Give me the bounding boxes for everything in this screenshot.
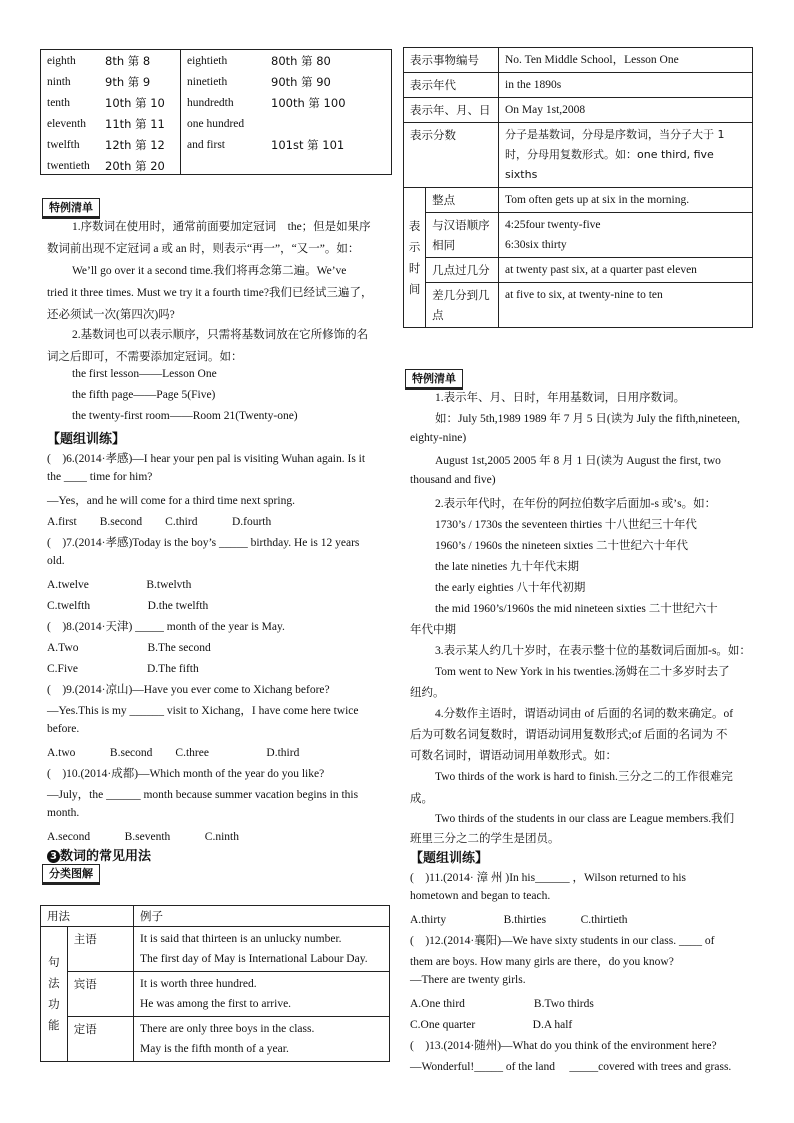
note-2-line-b: 词之后即可，不需要添加定冠词。如：: [47, 351, 243, 363]
section-3-heading: [47, 845, 151, 864]
ordinal-word: tenth: [47, 97, 70, 109]
expr-value: 分子是基数词，分母是序数词，当分子大于 1 时，分母用复数形式。如：one third, five sixths: [499, 123, 753, 188]
grammar-note-line: 1730’s / 1730s the seventeen thirties 十八世纪三十年代: [435, 519, 697, 531]
ordinal-row: [187, 51, 381, 72]
note-1-line-a: 1.序数词在使用时，通常前面要加定冠词 the；但是如果序: [72, 221, 371, 233]
question-line: ( )12.(2014·襄阳)—We have sixty students in our class. ____ of: [410, 935, 715, 947]
expr-value: No. Ten Middle School，Lesson One: [499, 48, 753, 73]
question-line: them are boys. How many girls are there，do you know?: [410, 956, 674, 968]
training-title-left: 【题组训练】: [47, 432, 126, 447]
question-line: ( )9.(2014·凉山)—Have you ever come to Xichang before?: [47, 684, 330, 696]
grammar-note-line: the early eighties 八十年代初期: [435, 582, 586, 594]
question-line: —Wonderful!_____ of the land _____covered with trees and grass.: [410, 1061, 732, 1073]
ordinal-right-list: [187, 51, 381, 156]
ordinal-abbrev: 11th 第 11: [105, 117, 165, 131]
expr-time-value: at five to six, at twenty-nine to ten: [499, 283, 753, 328]
usage-role-object: 宾语: [67, 972, 133, 1017]
question-line: A.twelve B.twelvth: [47, 579, 192, 591]
usage-example: May is the fifth month of a year.: [140, 1043, 289, 1055]
expr-time-label: 几点过几分: [426, 258, 499, 283]
question-line: ( )8.(2014·天津) _____ month of the year is May.: [47, 621, 285, 633]
question-line: A.two B.second C.three D.third: [47, 747, 300, 759]
ordinal-row: [47, 51, 181, 72]
question-line: ( )7.(2014·孝感)Today is the boy’s _____ birthday. He is 12 years: [47, 537, 360, 549]
usage-role-subject: 主语: [67, 927, 133, 972]
question-line: ( )6.(2014·孝感)—I hear your pen pal is visiting Wuhan again. Is it: [47, 453, 366, 465]
special-list-tag-2: 特例清单: [405, 369, 463, 390]
ordinal-row: [187, 135, 381, 156]
question-line: month.: [47, 807, 80, 819]
expr-label: 表示分数: [404, 123, 499, 188]
ordinal-word: and first: [187, 139, 226, 151]
grammar-note-line: eighty-nine): [410, 432, 467, 444]
grammar-note-line: Two thirds of the students in our class are League members.我们: [435, 813, 735, 825]
usage-example: The first day of May is International Labour Day.: [140, 953, 368, 965]
category-diagram-tag: 分类图解: [42, 864, 100, 885]
question-line: —July，the ______ month because summer vacation begins in this: [47, 789, 359, 801]
grammar-note-line: 年代中期: [410, 624, 456, 636]
grammar-note-line: 1.表示年、月、日时，年用基数词，日用序数词。: [435, 392, 686, 404]
ordinal-left-list: [47, 51, 181, 177]
ordinal-abbrev: 80th 第 80: [271, 54, 331, 68]
grammar-note-line: Tom went to New York in his twenties.汤姆在二十多岁时去了: [435, 666, 730, 678]
example-1-line-c: 还必须试一次(第四次)吗?: [47, 309, 175, 321]
grammar-note-line: the late nineties 九十年代末期: [435, 561, 580, 573]
expr-time-value: at twenty past six, at a quarter past eleven: [499, 258, 753, 283]
ordinal-abbrev: 9th 第 9: [105, 75, 151, 89]
expr-value: On May 1st,2008: [499, 98, 753, 123]
question-line: A.thirty B.thirties C.thirtieth: [410, 914, 628, 926]
training-title-right: 【题组训练】: [410, 851, 489, 866]
note-2-line-a: 2.基数词也可以表示顺序，只需将基数词放在它所修饰的名: [72, 329, 369, 341]
example-2-line-a: the first lesson——Lesson One: [72, 368, 217, 380]
question-line: ( )10.(2014·成都)—Which month of the year do you like?: [47, 768, 325, 780]
ordinal-word: twelfth: [47, 139, 80, 151]
ordinal-row: [47, 135, 181, 156]
question-line: C.twelfth D.the twelfth: [47, 600, 209, 612]
expr-time-label: 差几分到几点: [426, 283, 499, 328]
question-line: old.: [47, 555, 65, 567]
ordinal-word: one hundred: [187, 118, 245, 130]
ordinal-word: eightieth: [187, 55, 228, 67]
expr-time-value: Tom often gets up at six in the morning.: [499, 188, 753, 213]
question-line: C.One quarter D.A half: [410, 1019, 573, 1031]
expr-time-group: 表示时间: [404, 188, 426, 328]
ordinal-row: [47, 93, 181, 114]
usage-group-label: 句法功能: [41, 927, 68, 1062]
question-line: —Yes，and he will come for a third time next spring.: [47, 495, 295, 507]
question-line: the ____ time for him?: [47, 471, 153, 483]
ordinal-abbrev: 100th 第 100: [271, 96, 346, 110]
expr-time-value: 4:25four twenty-five 6:30six thirty: [499, 213, 753, 258]
grammar-note-line: thousand and five): [410, 474, 496, 486]
ordinal-row: [47, 156, 181, 177]
grammar-note-line: 可数名词时，谓语动词用单数形式。如：: [410, 750, 617, 762]
ordinal-word: ninth: [47, 76, 71, 88]
expr-label: 表示年、月、日: [404, 98, 499, 123]
grammar-note-line: 如：July 5th,1989 1989 年 7 月 5 日(读为 July the fifth,nineteen,: [435, 413, 741, 425]
ordinal-row: [187, 72, 381, 93]
grammar-note-line: August 1st,2005 2005 年 8 月 1 日(读为 August the first, two: [435, 455, 721, 467]
ordinal-abbrev: 8th 第 8: [105, 54, 151, 68]
example-2-line-b: the fifth page——Page 5(Five): [72, 389, 216, 401]
ordinal-row: [187, 114, 381, 135]
expr-value: in the 1890s: [499, 73, 753, 98]
expr-time-label: 与汉语顺序相同: [426, 213, 499, 258]
question-line: A.One third B.Two thirds: [410, 998, 594, 1010]
ordinal-word: twentieth: [47, 160, 90, 172]
grammar-note-line: 后为可数名词复数时，谓语动词用复数形式;of 后面的名词为 不: [410, 729, 728, 741]
ordinal-row: [47, 72, 181, 93]
grammar-note-line: 2.表示年代时，在年份的阿拉伯数字后面加-s 或’s。如：: [435, 498, 717, 510]
ordinal-abbrev: 10th 第 10: [105, 96, 165, 110]
ordinal-row: [47, 114, 181, 135]
example-2-line-c: the twenty-first room——Room 21(Twenty-one): [72, 410, 298, 422]
ordinal-abbrev: 12th 第 12: [105, 138, 165, 152]
question-line: A.second B.seventh C.ninth: [47, 831, 239, 843]
question-line: before.: [47, 723, 80, 735]
grammar-note-line: 班里三分之二的学生是团员。: [410, 833, 560, 845]
question-line: A.first B.second C.third D.fourth: [47, 516, 272, 528]
ordinal-word: ninetieth: [187, 76, 228, 88]
grammar-note-line: 4.分数作主语时，谓语动词由 of 后面的名词的数来确定。of: [435, 708, 734, 720]
question-line: C.Five D.The fifth: [47, 663, 199, 675]
ordinal-row: [187, 93, 381, 114]
usage-role-attribute: 定语: [67, 1017, 133, 1062]
question-line: —Yes.This is my ______ visit to Xichang，I have come here twice: [47, 705, 359, 717]
grammar-note-line: 3.表示某人约几十岁时，在表示整十位的基数词后面加-s。如：: [435, 645, 751, 657]
expr-time-label: 整点: [426, 188, 499, 213]
ordinal-abbrev: 20th 第 20: [105, 159, 165, 173]
section-number-badge: 3: [47, 850, 60, 863]
question-line: ( )13.(2014·随州)—What do you think of the environment here?: [410, 1040, 717, 1052]
grammar-note-line: 1960’s / 1960s the nineteen sixties 二十世纪六十年代: [435, 540, 688, 552]
usage-header-example: 例子: [134, 906, 390, 927]
ordinal-word: hundredth: [187, 97, 234, 109]
grammar-note-line: 纽约。: [410, 687, 445, 699]
note-1-line-b: 数词前出现不定冠词 a 或 an 时，则表示“再一”，“又一”。如：: [47, 243, 360, 255]
example-1-line-a: We’ll go over it a second time.我们将再念第二遍。We’ve: [72, 265, 347, 277]
question-line: ( )11.(2014· 漳 州 )In his______ ，Wilson returned to his: [410, 872, 687, 884]
ordinal-word: eighth: [47, 55, 76, 67]
ordinal-table: [40, 49, 392, 175]
ordinal-abbrev: 90th 第 90: [271, 75, 331, 89]
grammar-note-line: the mid 1960’s/1960s the mid nineteen sixties 二十世纪六十: [435, 603, 718, 615]
grammar-note-line: 成。: [410, 793, 433, 805]
usage-table: [40, 905, 390, 1062]
ordinal-abbrev: [271, 114, 381, 135]
usage-example: It is said that thirteen is an unlucky number.: [140, 933, 342, 945]
usage-example: He was among the first to arrive.: [140, 998, 292, 1010]
question-line: A.Two B.The second: [47, 642, 211, 654]
ordinal-abbrev: 101st 第 101: [271, 138, 345, 152]
question-line: hometown and began to teach.: [410, 890, 551, 902]
section-3-title: 数词的常见用法: [60, 849, 152, 864]
usage-header-usage: 用法: [41, 906, 134, 927]
grammar-note-line: Two thirds of the work is hard to finish.三分之二的工作很难完: [435, 771, 733, 783]
special-list-tag: 特例清单: [42, 198, 100, 219]
question-line: —There are twenty girls.: [410, 974, 526, 986]
example-1-line-b: tried it three times. Must we try it a fourth time?我们已经试三遍了，: [47, 287, 373, 299]
expr-label: 表示事物编号: [404, 48, 499, 73]
usage-example: It is worth three hundred.: [140, 978, 257, 990]
ordinal-word: eleventh: [47, 118, 86, 130]
usage-example: There are only three boys in the class.: [140, 1023, 315, 1035]
expression-table: [403, 47, 753, 328]
expr-label: 表示年代: [404, 73, 499, 98]
